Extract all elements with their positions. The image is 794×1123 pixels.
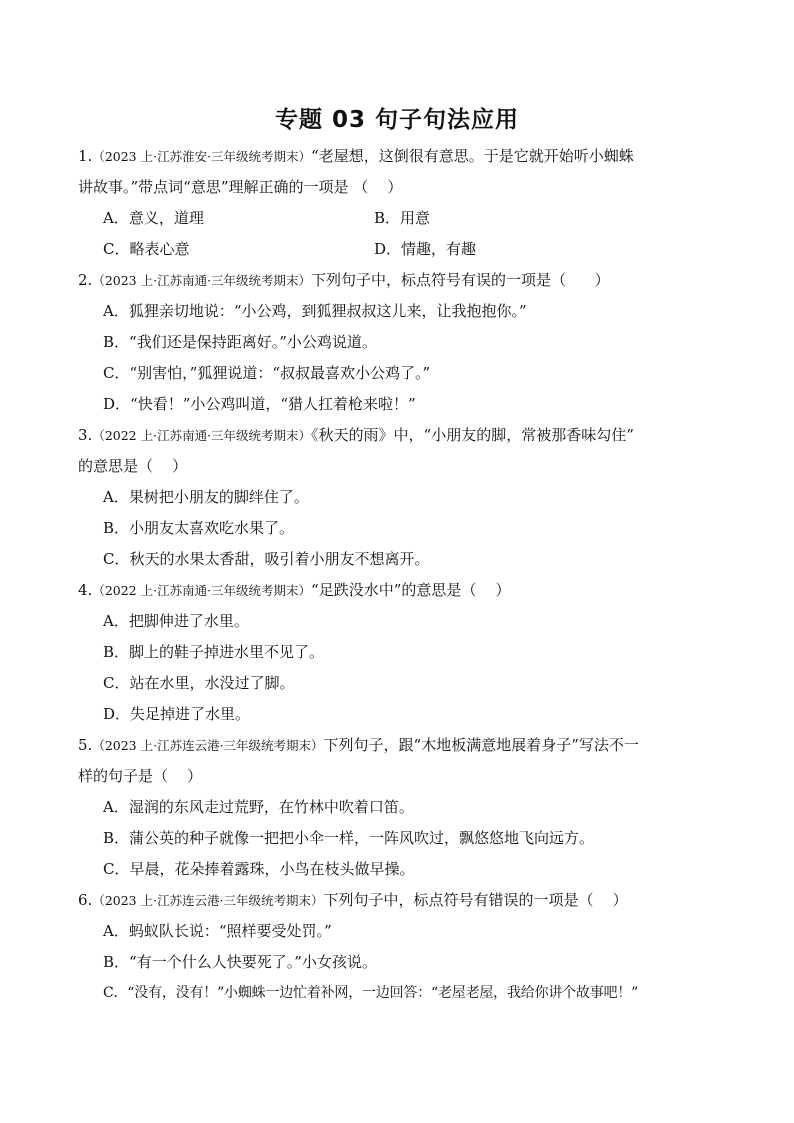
- question-4: [78, 575, 718, 606]
- question-3-option-b: B．小朋友太喜欢吃水果了。: [103, 519, 295, 537]
- question-1-option-b: B．用意: [374, 209, 431, 227]
- question-2-option-d: D．“快看！”小公鸡叫道，“猎人扛着枪来啦！”: [103, 395, 416, 413]
- question-1-option-a: A．意义，道理: [103, 209, 204, 227]
- question-5-option-a: A．湿润的东风走过荒野，在竹林中吹着口笛。: [103, 798, 414, 816]
- question-6-number: 6.: [78, 891, 93, 909]
- question-4-option-b: B．脚上的鞋子掉进水里不见了。: [103, 643, 325, 661]
- question-6: [78, 885, 718, 916]
- question-1-number: 1.: [78, 147, 93, 165]
- question-6-option-b: B．“有一个什么人快要死了。”小女孩说。: [103, 953, 377, 971]
- question-5-number: 5.: [78, 736, 93, 754]
- question-2-option-c: C．“别害怕，”狐狸说道：“叔叔最喜欢小公鸡了。”: [103, 364, 431, 382]
- question-3-stem: 《秋天的雨》中，“小朋友的脚，常被那香味勾住”: [311, 426, 634, 444]
- question-2-option-a: A．狐狸亲切地说：“小公鸡，到狐狸叔叔这儿来，让我抱抱你。”: [103, 302, 527, 320]
- question-2-number: 2.: [78, 271, 93, 289]
- question-4-number: 4.: [78, 581, 93, 599]
- question-4-option-d: D．失足掉进了水里。: [103, 705, 251, 723]
- question-2-line-1: [78, 265, 718, 296]
- question-6-option-a: A．蚂蚁队长说：“照样要受处罚。”: [103, 922, 332, 940]
- question-6-stem: 下列句子中，标点符号有错误的一项是（ ）: [323, 891, 628, 909]
- question-1-option-d: D．情趣，有趣: [374, 240, 477, 258]
- question-4-option-c: C．站在水里，水没过了脚。: [103, 674, 295, 692]
- question-6-option-c: C．“没有，没有！”小蜘蛛一边忙着补网，一边回答：“老屋老屋，我给你讲个故事吧！”: [103, 985, 639, 1001]
- question-2-stem: 下列句子中，标点符号有误的一项是（ ）: [311, 271, 610, 289]
- question-2: [78, 265, 718, 296]
- question-1-stem: “老屋想，这倒很有意思。于是它就开始听小蜘蛛: [311, 147, 634, 165]
- question-6-line-1: [78, 885, 718, 916]
- question-5-stem: 下列句子，跟“木地板满意地展着身子”写法不一: [323, 736, 639, 754]
- question-5-source: （2023 上·江苏连云港·三年级统考期末）: [92, 738, 324, 753]
- question-5: [78, 730, 718, 792]
- question-5-line-2: 样的句子是（ ）: [78, 767, 203, 785]
- question-3-option-a: A．果树把小朋友的脚绊住了。: [103, 488, 309, 506]
- question-1-line-1: [78, 141, 718, 172]
- question-1-line-2: 讲故事。”带点词“意思”理解正确的一项是 （ ）: [78, 178, 403, 196]
- question-1: [78, 141, 718, 203]
- question-2-source: （2023 上·江苏南通·三年级统考期末）: [92, 273, 312, 288]
- question-4-stem: “足跌没水中”的意思是（ ）: [311, 581, 511, 599]
- question-2-option-b: B．“我们还是保持距离好。”小公鸡说道。: [103, 333, 377, 351]
- question-4-option-a: A．把脚伸进了水里。: [103, 612, 249, 630]
- question-4-line-1: [78, 575, 718, 606]
- question-3-option-c: C．秋天的水果太香甜，吸引着小朋友不想离开。: [103, 550, 430, 568]
- question-5-line-1: [78, 730, 718, 761]
- question-5-option-b: B．蒲公英的种子就像一把把小伞一样，一阵风吹过，飘悠悠地飞向远方。: [103, 829, 595, 847]
- question-3-line-2: 的意思是（ ）: [78, 457, 188, 475]
- question-3: [78, 420, 718, 482]
- question-3-number: 3.: [78, 426, 93, 444]
- question-5-option-c: C．早晨，花朵捧着露珠，小鸟在枝头做早操。: [103, 860, 415, 878]
- question-3-source: （2022 上·江苏南通·三年级统考期末）: [92, 428, 312, 443]
- question-3-line-1: [78, 420, 718, 451]
- question-6-source: （2023 上·江苏连云港·三年级统考期末）: [92, 893, 324, 908]
- question-1-source: （2023 上·江苏淮安·三年级统考期末）: [92, 149, 312, 164]
- question-1-option-c: C．略表心意: [103, 240, 190, 258]
- question-4-source: （2022 上·江苏南通·三年级统考期末）: [92, 583, 312, 598]
- page-title: 专题 03 句子句法应用: [274, 107, 520, 133]
